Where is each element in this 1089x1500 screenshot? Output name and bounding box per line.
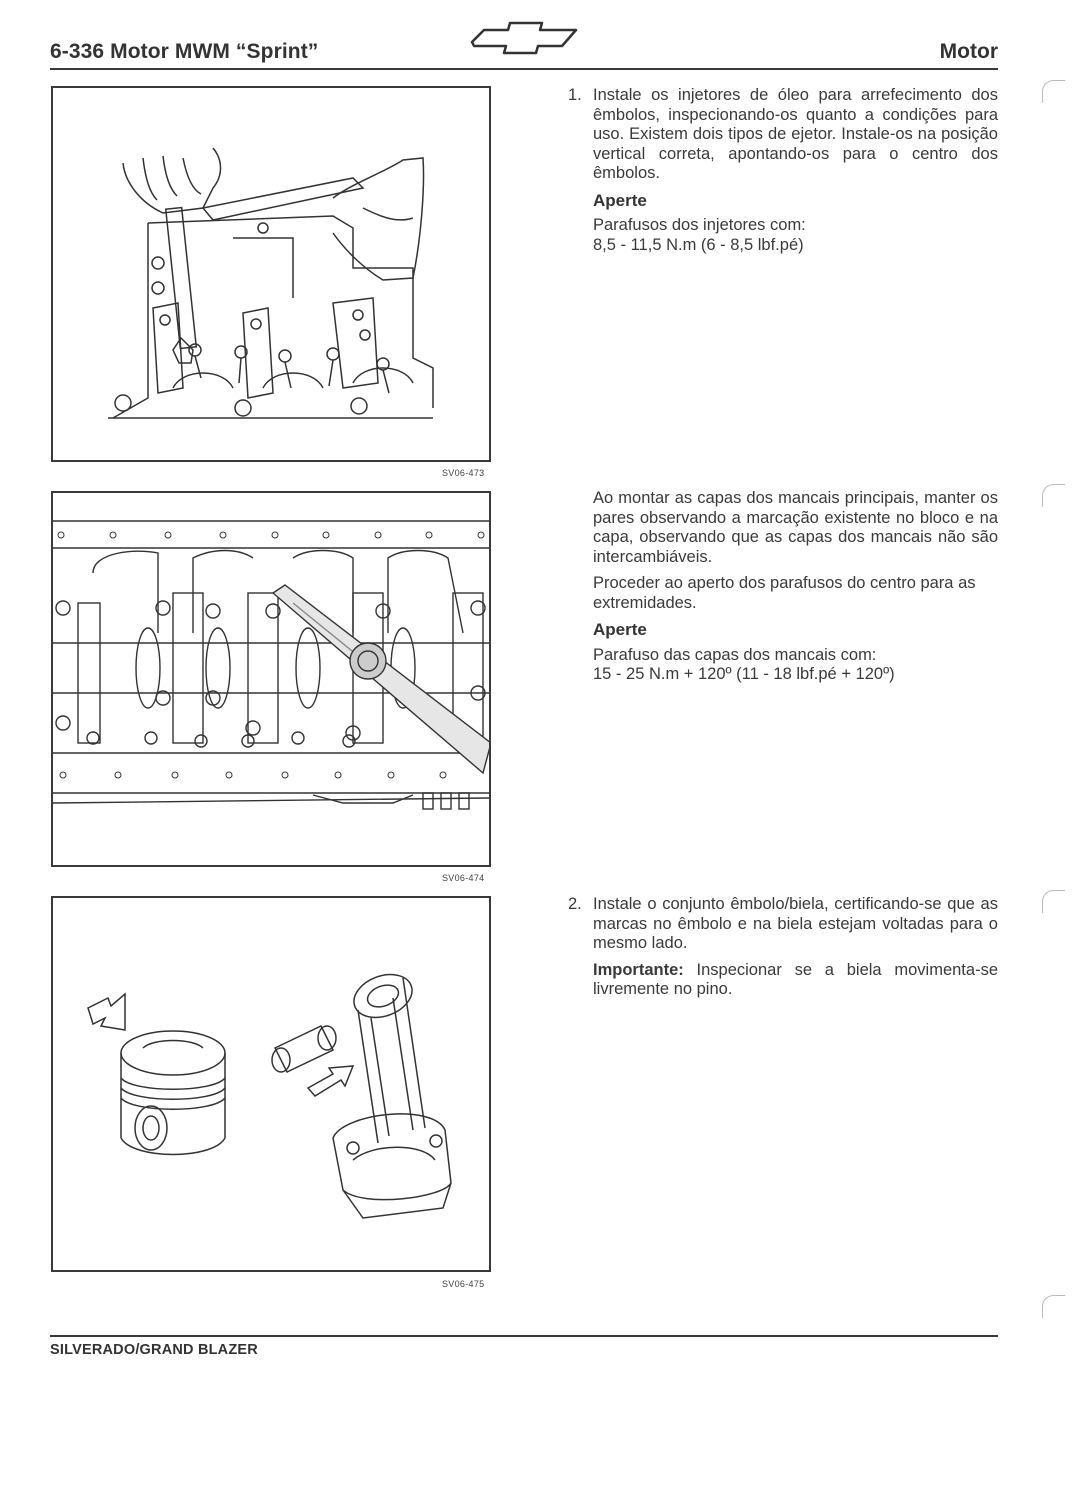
tighten-heading: Aperte	[593, 620, 647, 639]
section-title: Motor	[939, 40, 998, 63]
figure-oil-injectors	[51, 86, 491, 462]
torque-label: Parafusos dos injetores com:	[593, 216, 806, 234]
step-1-block	[568, 86, 998, 255]
step-2-block	[568, 895, 998, 1007]
step-2-text: Instale o conjunto êmbolo/biela, certificando-se que as marcas no êmbolo e na biela estejam voltadas para o mesmo lado.	[593, 895, 998, 952]
important-label: Importante:	[593, 960, 684, 979]
tighten-heading: Aperte	[593, 190, 647, 210]
bearing-cap-block	[593, 489, 998, 685]
figure-code: SV06-474	[442, 873, 485, 883]
figure-code: SV06-475	[442, 1279, 485, 1289]
piston-rod-illustration	[53, 898, 489, 1270]
bearing-text-2: Proceder ao aperto dos parafusos do centro para as extremidades.	[593, 574, 976, 612]
page-title: 6-336 Motor MWM “Sprint”	[50, 40, 319, 63]
oil-injector-illustration	[53, 88, 489, 460]
step-number: 1.	[568, 86, 582, 104]
figure-main-bearing-caps	[51, 491, 491, 867]
step-number: 2.	[568, 895, 582, 913]
footer-rule	[50, 1335, 998, 1337]
important-text: Inspecionar se a biela movimenta-se livremente no pino.	[593, 960, 998, 998]
figure-piston-connecting-rod	[51, 896, 491, 1272]
margin-mark	[1042, 484, 1065, 507]
chevrolet-bowtie-icon	[470, 20, 580, 64]
figure-code: SV06-473	[442, 468, 485, 478]
margin-mark	[1042, 890, 1065, 913]
bearing-cap-torque-illustration	[53, 493, 489, 865]
margin-mark	[1042, 1295, 1065, 1318]
torque-value: 15 - 25 N.m + 120º (11 - 18 lbf.pé + 120º)	[593, 665, 895, 683]
footer-label: SILVERADO/GRAND BLAZER	[50, 1342, 258, 1358]
important-note	[593, 961, 998, 1000]
margin-mark	[1042, 80, 1065, 103]
header-rule	[50, 68, 998, 70]
bearing-text-1: Ao montar as capas dos mancais principais, manter os pares observando a marcação existente no bloco e na capa, observando que as capas dos mancais não são intercambiáveis.	[593, 489, 998, 566]
torque-value: 8,5 - 11,5 N.m (6 - 8,5 lbf.pé)	[593, 235, 804, 254]
step-1-text: Instale os injetores de óleo para arrefecimento dos êmbolos, inspecionando-os quanto a condições para uso. Existem dois tipos de ejetor. Instale-os na posição vertical correta, apontando-os para o centro dos êmbolos.	[593, 86, 998, 182]
torque-label: Parafuso das capas dos mancais com:	[593, 645, 877, 664]
